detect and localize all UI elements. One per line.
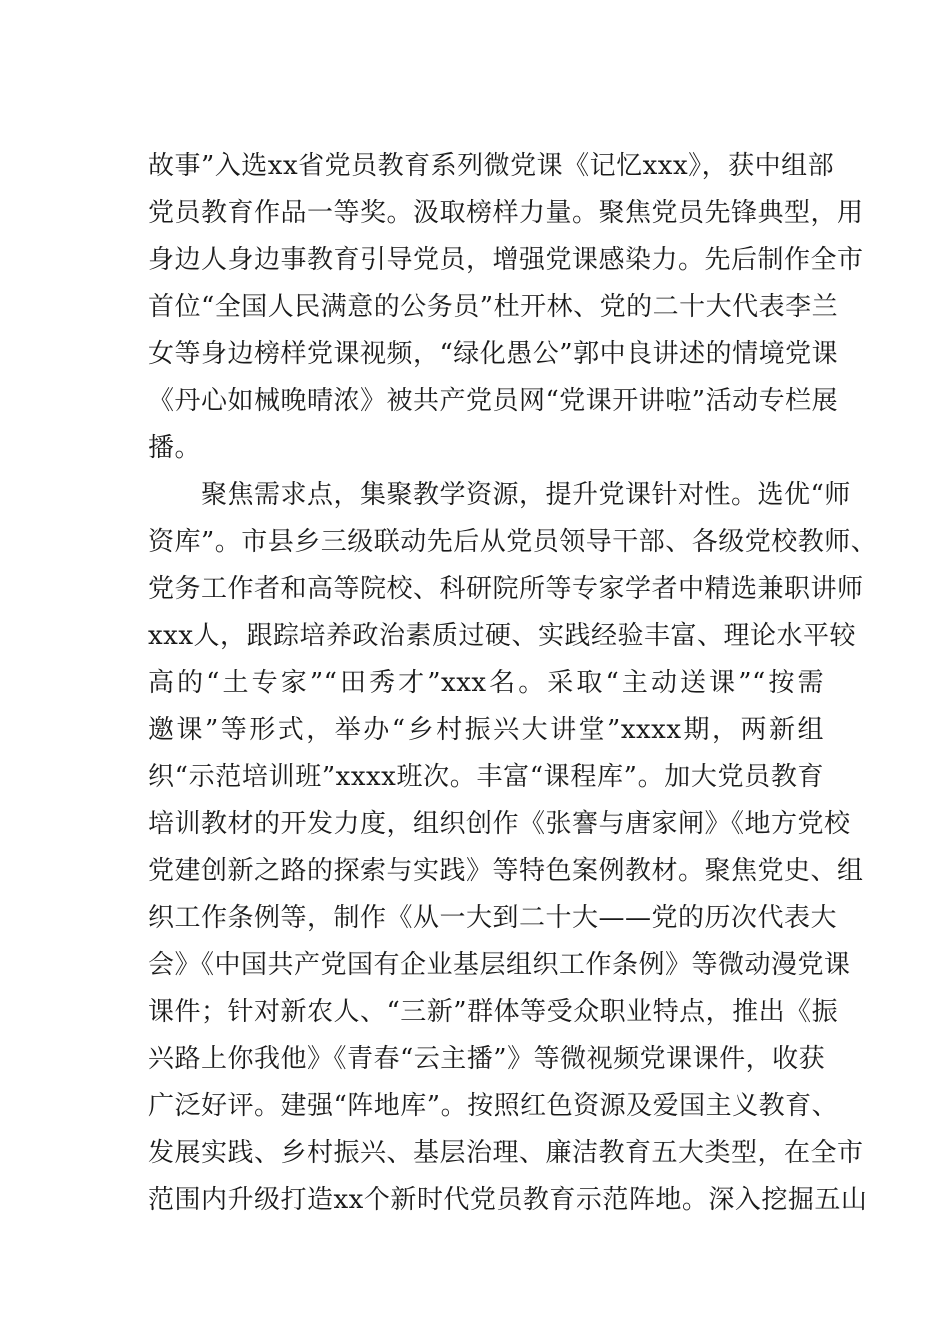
text-line: 培训教材的开发力度，组织创作《张謇与唐家闸》《地方党校 (148, 809, 851, 839)
text-line: 《丹心如械晚晴浓》被共产党员网“党课开讲啦”活动专栏展 (148, 386, 839, 416)
text-line: 发展实践、乡村振兴、基层治理、廉洁教育五大类型，在全市 (148, 1138, 864, 1168)
text-line: xxx人，跟踪培养政治素质过硬、实践经验丰富、理论水平较 (148, 621, 856, 651)
text-line: 织工作条例等，制作《从一大到二十大——党的历次代表大 (148, 903, 838, 933)
text-line: 党建创新之路的探索与实践》等特色案例教材。聚焦党史、组 (148, 856, 864, 886)
text-line: 范围内升级打造xx个新时代党员教育示范阵地。深入挖掘五山 (148, 1185, 868, 1215)
text-line: 资库”。市县乡三级联动先后从党员领导干部、各级党校教师、 (148, 527, 878, 557)
text-line: 会》《中国共产党国有企业基层组织工作条例》等微动漫党课 (148, 950, 851, 980)
document-body (148, 143, 878, 1224)
text-line: 邀课”等形式，举办“乡村振兴大讲堂”xxxx期，两新组 (148, 715, 824, 745)
text-line: 广泛好评。建强“阵地库”。按照红色资源及爱国主义教育、 (148, 1091, 839, 1121)
text-line: 女等身边榜样党课视频，“绿化愚公”郭中良讲述的情境党课 (148, 339, 839, 369)
text-line: 故事”入选xx省党员教育系列微党课《记忆xxx》，获中组部 (148, 151, 835, 181)
text-line: 党务工作者和高等院校、科研院所等专家学者中精选兼职讲师 (148, 574, 864, 604)
text-line: 身边人身边事教育引导党员，增强党课感染力。先后制作全市 (148, 245, 864, 275)
text-line: 高的“土专家”“田秀才”xxx名。采取“主动送课”“按需 (148, 668, 824, 698)
text-line: 兴路上你我他》《青春“云主播”》等微视频党课课件，收获 (148, 1044, 826, 1074)
text-line: 织“示范培训班”xxxx班次。丰富“课程库”。加大党员教育 (148, 762, 824, 792)
text-line: 聚焦需求点，集聚教学资源，提升党课针对性。选优“师 (148, 480, 851, 510)
text-line: 课件；针对新农人、“三新”群体等受众职业特点，推出《振 (148, 997, 839, 1027)
text-line: 播。 (148, 433, 202, 463)
text-line: 党员教育作品一等奖。汲取榜样力量。聚焦党员先锋典型，用 (148, 198, 864, 228)
text-line: 首位“全国人民满意的公务员”杜开林、党的二十大代表李兰 (148, 292, 839, 322)
